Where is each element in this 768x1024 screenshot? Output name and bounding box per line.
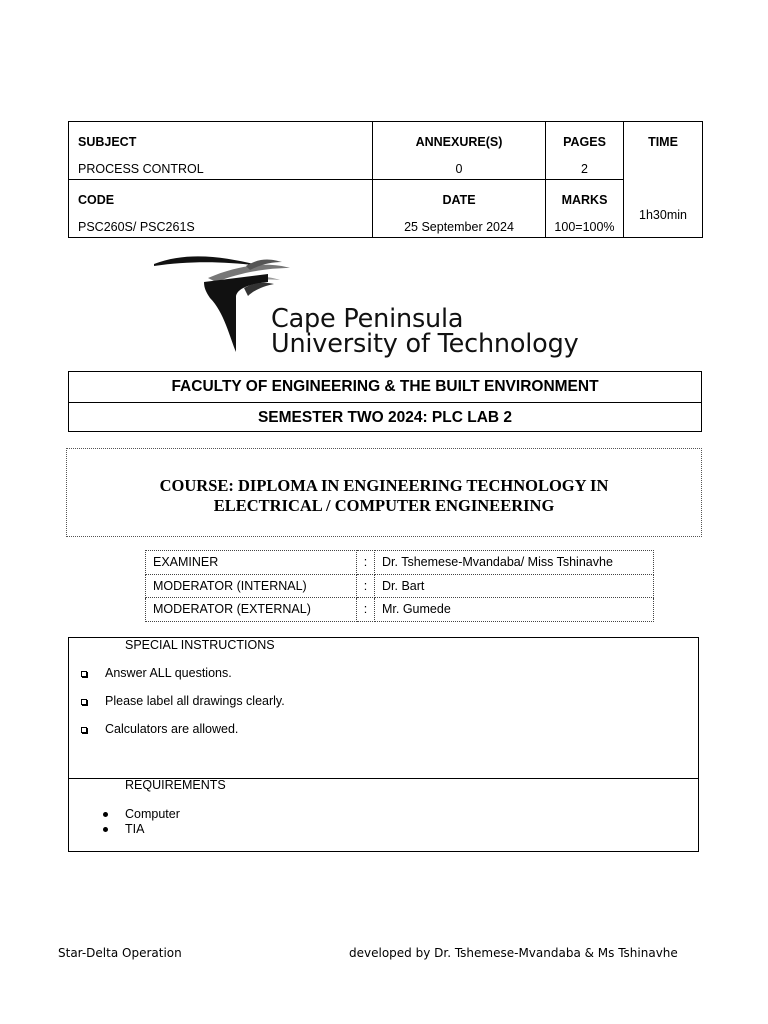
exam-info-table xyxy=(68,121,703,238)
faculty-title: FACULTY OF ENGINEERING & THE BUILT ENVIRONMENT xyxy=(171,378,599,395)
time-value: 1h30min xyxy=(639,208,687,222)
bullet-icon xyxy=(103,827,108,832)
annexure-value: 0 xyxy=(455,162,463,176)
pages-value: 2 xyxy=(581,162,588,176)
date-value: 25 September 2024 xyxy=(404,220,514,234)
time-label: TIME xyxy=(648,135,678,149)
requirement-text: TIA xyxy=(125,822,145,836)
list-item xyxy=(105,666,232,680)
instructions-heading: SPECIAL INSTRUCTIONS xyxy=(125,638,275,652)
course-line1: COURSE: DIPLOMA IN ENGINEERING TECHNOLOGY IN xyxy=(159,475,609,495)
logo-name-line1: Cape Peninsula xyxy=(271,304,464,334)
staff-table xyxy=(145,550,654,622)
staff-name: Dr. Tshemese-Mvandaba/ Miss Tshinavhe xyxy=(375,551,654,575)
pages-cell xyxy=(546,122,624,180)
time-cell xyxy=(624,122,703,238)
logo-name-line2: University of Technology xyxy=(271,329,579,359)
instruction-text: Calculators are allowed. xyxy=(105,722,239,736)
list-item xyxy=(105,694,285,708)
staff-role: MODERATOR (INTERNAL) xyxy=(146,574,357,598)
footer-credit: developed by Dr. Tshemese-Mvandaba & Ms Tshinavhe xyxy=(349,946,678,960)
semester-title: SEMESTER TWO 2024: PLC LAB 2 xyxy=(69,402,701,432)
course-title xyxy=(160,476,609,516)
faculty-banner xyxy=(68,371,702,432)
staff-role: MODERATOR (EXTERNAL) xyxy=(146,598,357,622)
staff-separator: : xyxy=(357,574,375,598)
code-label: CODE xyxy=(78,193,115,207)
course-line2: ELECTRICAL / COMPUTER ENGINEERING xyxy=(213,495,555,515)
course-box xyxy=(66,448,702,537)
bullet-icon xyxy=(103,812,108,817)
staff-separator: : xyxy=(357,551,375,575)
square-bullet-icon xyxy=(81,699,87,705)
staff-name: Dr. Bart xyxy=(375,574,654,598)
marks-label: MARKS xyxy=(561,193,608,207)
date-cell xyxy=(373,180,546,238)
table-row xyxy=(146,574,654,598)
list-item xyxy=(105,722,238,736)
instruction-text: Please label all drawings clearly. xyxy=(105,694,285,708)
square-bullet-icon xyxy=(81,671,87,677)
marks-cell xyxy=(546,180,624,238)
table-row xyxy=(146,551,654,575)
instruction-text: Answer ALL questions. xyxy=(105,666,232,680)
list-item xyxy=(125,822,144,836)
subject-cell xyxy=(69,122,373,180)
university-logo xyxy=(150,252,610,360)
footer-title: Star-Delta Operation xyxy=(58,946,182,960)
list-item xyxy=(125,807,180,821)
date-label: DATE xyxy=(442,193,476,207)
table-row xyxy=(146,598,654,622)
requirements-heading: REQUIREMENTS xyxy=(125,778,226,792)
marks-value: 100=100% xyxy=(554,220,615,234)
staff-role: EXAMINER xyxy=(146,551,357,575)
requirement-text: Computer xyxy=(125,807,180,821)
staff-name: Mr. Gumede xyxy=(375,598,654,622)
subject-label: SUBJECT xyxy=(78,135,137,149)
staff-separator: : xyxy=(357,598,375,622)
annexure-label: ANNEXURE(S) xyxy=(415,135,503,149)
square-bullet-icon xyxy=(81,727,87,733)
annexure-cell xyxy=(373,122,546,180)
instructions-box xyxy=(68,637,699,852)
code-cell xyxy=(69,180,373,238)
pages-label: PAGES xyxy=(563,135,606,149)
code-value: PSC260S/ PSC261S xyxy=(78,220,195,234)
subject-value: PROCESS CONTROL xyxy=(78,162,204,176)
